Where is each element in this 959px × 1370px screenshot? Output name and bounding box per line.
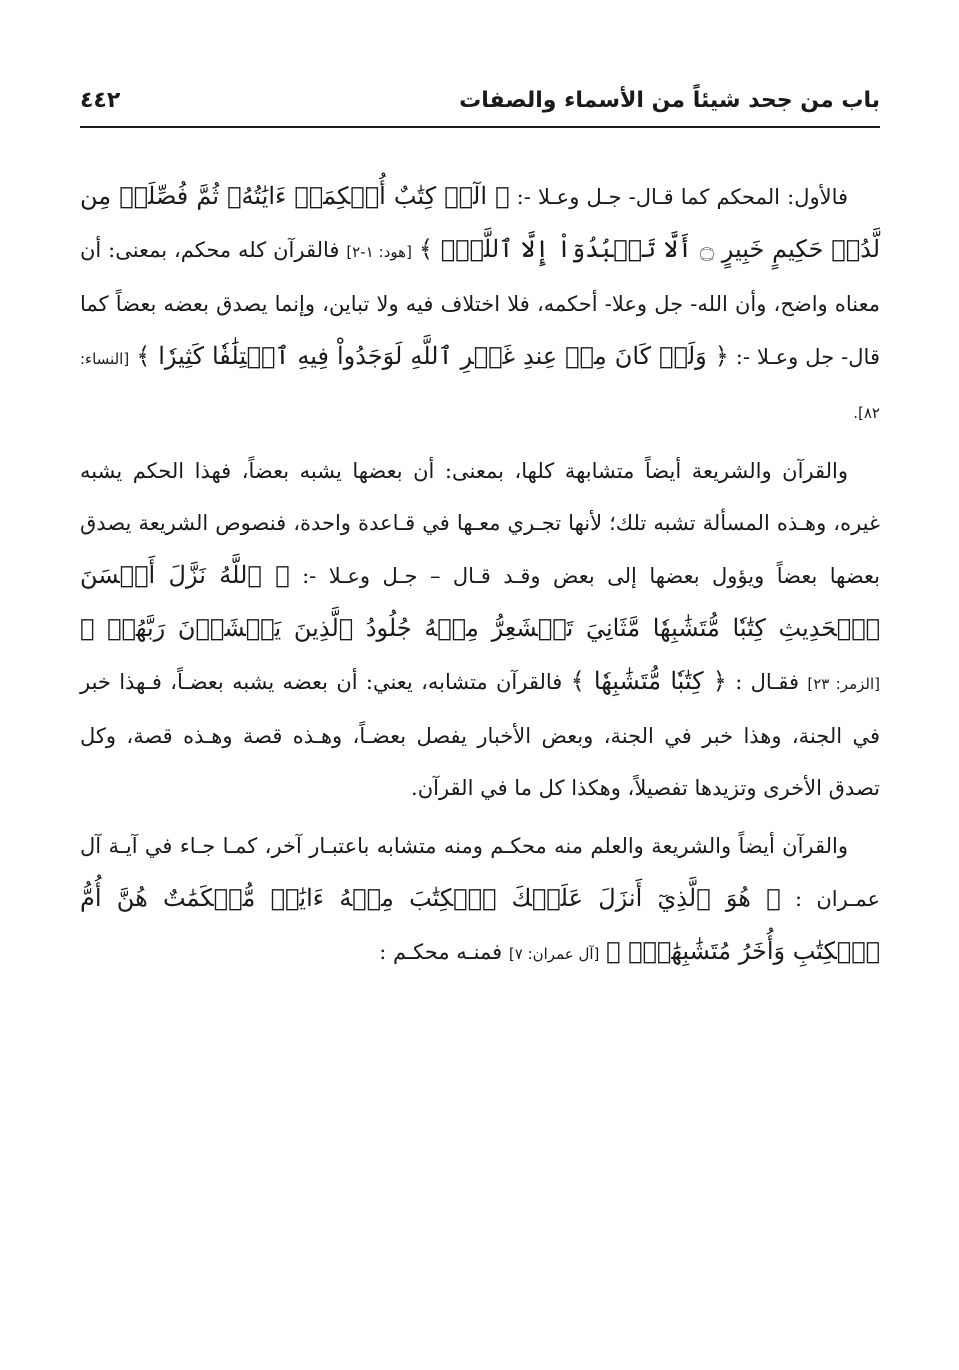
paragraph-muhkam	[80, 170, 880, 439]
paragraph-another-consideration	[80, 820, 880, 980]
quran-verse: ﴿ هُوَ ٱلَّذِيٓ أَنزَلَ عَلَيۡكَ ٱلۡكِتَٰبَ مِنۡهُ ءَايَٰتٞ مُّحۡكَمَٰتٌ هُنَّ أُمُّ ٱلۡكِتَٰبِ وَأُخَرُ مُتَشَٰبِهَٰتٞۖ ﴾	[80, 884, 880, 965]
chapter-title: باب من جحد شيئاً من الأسماء والصفات	[459, 88, 880, 113]
verse-reference: [الزمر: ٢٣]	[807, 675, 880, 693]
paragraph-text: والقرآن أيضاً والشريعة والعلم منه محكـم ومنه متشابه باعتبـار آخر، كمـا جـاء في آيـة آل عمـران :	[80, 834, 880, 911]
page-number: ٤٤٢	[80, 88, 121, 113]
paragraph-text: فالقرآن متشابه، يعني: أن بعضه يشبه بعضـاً، فـهذا خبر في الجنة، وهذا خبر في الجنة، وبعض الأخبار يفصل بعضـاً، وهـذه قصة وهـذه قصة، وكل تصدق الأخرى وتزيدها تفصيلاً، وهكذا كل ما في القرآن.	[80, 670, 880, 800]
quran-verse: ﴿ الٓرۚ كِتَٰبٌ أُحۡكِمَتۡ ءَايَٰتُهُۥ ثُمَّ فُصِّلَتۡ مِن لَّدُنۡ حَكِيمٍ خَبِيرٍ ۝ أَلَّا تَعۡبُدُوٓاْ إِلَّا ٱللَّهَۚ ﴾	[80, 182, 881, 263]
running-header	[80, 82, 880, 128]
paragraph-text: والقرآن والشريعة أيضاً متشابهة كلها، بمعنى: أن بعضها يشبه بعضاً، فهذا الحكم يشبه غيره، وهـذه المسألة تشبه تلك؛ لأنها تجـري معـها في قـاعدة واحدة، فنصوص الشريعة يصدق بعضها بعضاً ويؤول بعضها إلى بعض وقـد قـال – جـل وعـلا -:	[80, 459, 881, 588]
paragraph-text: فالأول: المحكم كما قـال- جـل وعـلا -:	[516, 185, 849, 209]
verse-reference: [آل عمران: ٧]	[508, 945, 600, 963]
page-body	[80, 170, 880, 986]
quran-verse: ﴿ ٱللَّهُ نَزَّلَ أَحۡسَنَ ٱلۡحَدِيثِ كِتَٰبٗا مُّتَشَٰبِهٗا مَّثَانِيَ تَقۡشَعِرُّ مِنۡهُ جُلُودُ ٱلَّذِينَ يَخۡشَوۡنَ رَبَّهُمۡ ﴾	[80, 561, 880, 642]
quran-verse: ﴿ وَلَوۡ كَانَ مِنۡ عِندِ غَيۡرِ ٱللَّهِ لَوَجَدُواْ فِيهِ ٱخۡتِلَٰفٗا كَثِيرٗا ﴾	[136, 342, 729, 370]
quran-verse: ﴿ كِتَٰبٗا مُّتَشَٰبِهٗا ﴾	[570, 667, 727, 695]
verse-reference: [هود: ١-٢]	[346, 243, 412, 261]
verse-reference: [النساء: ٨٢].	[80, 350, 880, 422]
paragraph-mutashabih	[80, 445, 880, 814]
paragraph-text: فقـال :	[735, 670, 800, 694]
paragraph-text: فمنـه محكـم :	[379, 940, 503, 964]
paragraph-text: فالقرآن كله محكم، بمعنى: أن معناه واضح، وأن الله- جل وعلا- أحكمه، فلا اختلاف فيه ولا تباين، وإنما يصدق بعضه بعضاً كما قال- جل وعـلا -:	[80, 238, 880, 369]
